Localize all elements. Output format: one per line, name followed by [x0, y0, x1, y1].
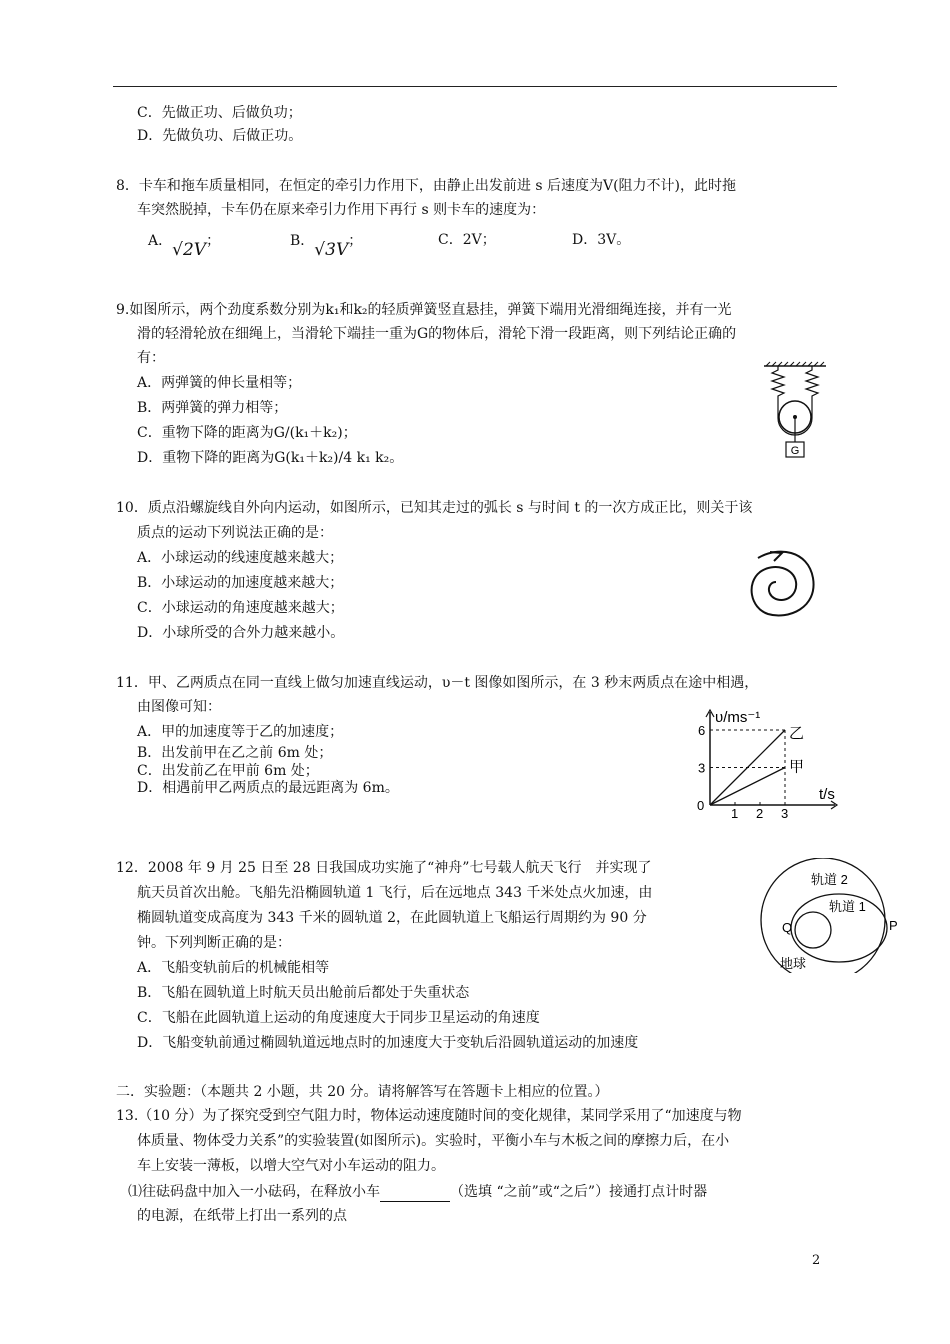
weight-label: G	[790, 445, 800, 457]
q8-option-a-label: A．	[148, 233, 173, 249]
q13-stem-line3: 车上安装一薄板，以增大空气对小车运动的阻力。	[137, 1158, 445, 1174]
spiral-figure	[738, 538, 828, 628]
q13-stem-line1: 13.（10 分）为了探究受到空气阻力时，物体运动速度随时间的变化规律，某同学采用了“加速度与物	[116, 1108, 742, 1124]
orbit-2-label: 轨道 2	[811, 872, 848, 887]
series-label-yi: 乙	[789, 725, 805, 742]
q10-stem-line2: 质点的运动下列说法正确的是：	[137, 525, 333, 541]
x-axis-label: t/s	[819, 786, 835, 803]
header-rule	[113, 86, 837, 87]
page-number: 2	[812, 1253, 821, 1268]
q13-stem-line2: 体质量、物体受力关系”的实验装置(如图所示)。实验时，平衡小车与木板之间的摩擦力后，在小	[137, 1133, 730, 1149]
point-q-label: Q	[782, 920, 793, 935]
origin-label: 0	[697, 798, 705, 813]
series-line-1	[710, 768, 785, 806]
q8-option-b-label: B．	[290, 233, 315, 249]
x-tick-label-1: 1	[731, 806, 739, 820]
y-tick-label-3: 3	[698, 760, 706, 776]
q7-option-d: D．先做负功、后做正功。	[137, 128, 303, 144]
series-lines	[710, 730, 785, 805]
q12-stem-line4: 钟。下列判断正确的是：	[137, 935, 291, 951]
spring-pulley-figure	[760, 360, 830, 460]
x-tick-label-2: 2	[756, 806, 764, 820]
q11-stem-line2: 由图像可知：	[137, 699, 221, 715]
spring-k2	[806, 366, 818, 408]
earth-label: 地球	[780, 956, 807, 971]
q11-option-b: B．出发前甲在乙之前 6m 处；	[137, 745, 333, 761]
x-tick-label-3: 3	[781, 806, 789, 820]
earth-circle	[795, 912, 831, 948]
q8-option-a-math: √2V	[172, 240, 207, 260]
spiral-path	[752, 552, 814, 616]
q12-stem-line1: 12．2008 年 9 月 25 日至 28 日我国成功实施了“神舟”七号载人航天飞行 并实现了	[116, 860, 652, 876]
q9-option-c: C．重物下降的距离为G/(k₁＋k₂)；	[137, 425, 357, 441]
q9-option-d: D．重物下降的距离为G(k₁＋k₂)/4 k₁ k₂。	[137, 450, 404, 466]
q11-option-d: D．相遇前甲乙两质点的最远距离为 6m。	[137, 780, 399, 796]
q8-stem-line2: 车突然脱掉，卡车仍在原来牵引力作用下再行 s 则卡车的速度为：	[137, 202, 546, 218]
q8-option-a	[148, 230, 221, 260]
q7-option-c: C．先做正功、后做负功；	[137, 105, 302, 121]
q8-stem-line1: 8．卡车和拖车质量相同，在恒定的牵引力作用下，由静止出发前进 s 后速度为V(阻力不计)，此时拖	[116, 178, 737, 194]
spring-k1	[772, 366, 784, 408]
q8-option-a-tail: ；	[206, 233, 221, 249]
q10-option-c: C．小球运动的角速度越来越大；	[137, 600, 344, 616]
q8-option-b-math: √3V	[314, 240, 349, 260]
q9-option-a: A．两弹簧的伸长量相等；	[137, 375, 302, 391]
series-label-jia: 甲	[789, 758, 805, 776]
q12-option-d: D．飞船变轨前通过椭圆轨道远地点时的加速度大于变轨后沿圆轨道运动的加速度	[137, 1035, 639, 1051]
q13-sub1-text-b: （选填 “之前”或“之后”）接通打点计时器	[450, 1184, 708, 1200]
q12-option-a: A．飞船变轨前后的机械能相等	[137, 960, 330, 976]
orbit-figure	[755, 858, 905, 973]
q9-option-b: B．两弹簧的弹力相等；	[137, 400, 288, 416]
q10-option-d: D．小球所受的合外力越来越小。	[137, 625, 345, 641]
q11-stem-line1: 11．甲、乙两质点在同一直线上做匀加速直线运动，υ－t 图像如图所示，在 3 秒末两质点在途中相遇，	[116, 675, 759, 691]
q12-stem-line3: 椭圆轨道变成高度为 343 千米的圆轨道 2，在此圆轨道上飞船运行周期约为 90 分	[137, 910, 647, 926]
q10-option-a: A．小球运动的线速度越来越大；	[137, 550, 344, 566]
q12-option-c: C．飞船在此圆轨道上运动的角度速度大于同步卫星运动的角速度	[137, 1010, 540, 1026]
q13-sub1-text-a: ⑴往砝码盘中加入一小砝码，在释放小车	[128, 1184, 380, 1200]
q13-sub1-line1	[128, 1182, 707, 1202]
section-2-title: 二．实验题：（本题共 2 小题，共 20 分。请将解答写在答题卡上相应的位置。）	[116, 1084, 609, 1100]
point-p-label: P	[889, 918, 898, 933]
q12-option-b: B．飞船在圆轨道上时航天员出舱前后都处于失重状态	[137, 985, 470, 1001]
q11-option-c: C．出发前乙在甲前 6m 处；	[137, 763, 319, 779]
q13-sub1-line2: 的电源，在纸带上打出一系列的点	[137, 1208, 347, 1224]
orbit-1-label: 轨道 1	[829, 899, 866, 914]
series-line-0	[710, 730, 785, 805]
q9-stem-line1: 9.如图所示，两个劲度系数分别为k₁和k₂的轻质弹簧竖直悬挂，弹簧下端用光滑细绳连接，并有一光	[116, 302, 732, 318]
q9-stem-line3: 有：	[137, 350, 165, 366]
q8-option-c: C．2V；	[438, 232, 496, 248]
y-tick-label-6: 6	[698, 723, 706, 738]
q8-option-b	[290, 230, 363, 260]
q8-option-b-tail: ；	[348, 233, 363, 249]
y-axis-label: υ/ms⁻¹	[715, 709, 761, 726]
q11-option-a: A．甲的加速度等于乙的加速度；	[137, 724, 344, 740]
q13-answer-blank[interactable]	[380, 1187, 450, 1202]
q12-stem-line2: 航天员首次出舱。飞船先沿椭圆轨道 1 飞行，后在远地点 343 千米处点火加速，由	[137, 885, 653, 901]
q10-option-b: B．小球运动的加速度越来越大；	[137, 575, 344, 591]
vt-chart	[695, 700, 855, 820]
q8-option-d: D．3V。	[572, 232, 631, 248]
q9-stem-line2: 滑的轻滑轮放在细绳上，当滑轮下端挂一重为G的物体后，滑轮下滑一段距离，则下列结论正确的	[137, 326, 737, 342]
q10-stem-line1: 10．质点沿螺旋线自外向内运动，如图所示，已知其走过的弧长 s 与时间 t 的一次方成正比，则关于该	[116, 500, 753, 516]
